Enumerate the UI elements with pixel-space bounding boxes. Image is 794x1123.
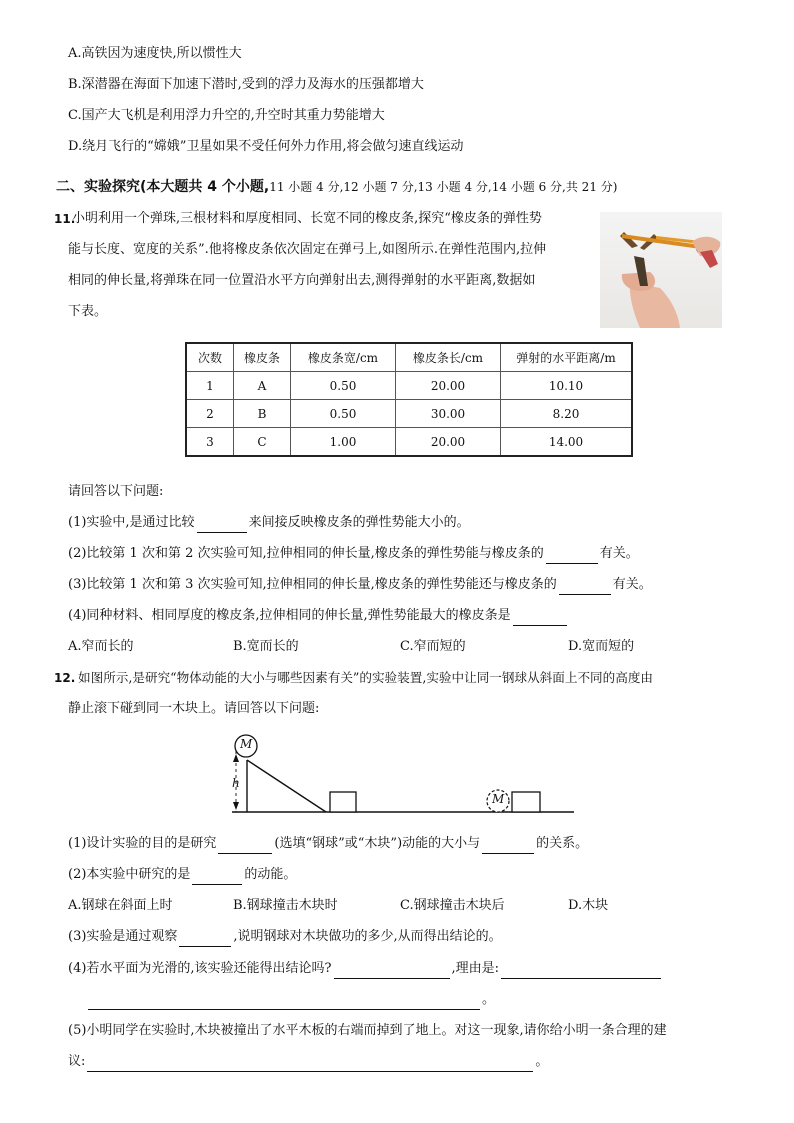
- table-cell: 20.00: [396, 428, 501, 457]
- answer-blank[interactable]: [546, 549, 598, 564]
- q11-sub4: [68, 606, 569, 626]
- answer-blank[interactable]: [513, 611, 567, 626]
- prev-option-b: B.深潜器在海面下加速下潜时,受到的浮力及海水的压强都增大: [68, 77, 424, 92]
- q11-sub2-text: 有关。: [599, 546, 639, 561]
- table-header-row: [186, 343, 632, 372]
- q12-option-b[interactable]: B.钢球撞击木块时: [233, 898, 338, 913]
- q11-sub2-text: (2)比较第 1 次和第 2 次实验可知,拉伸相同的伸长量,橡皮条的弹性势能与橡皮条的: [68, 546, 544, 561]
- q12-text-line: 静止滚下碰到同一木块上。请回答以下问题:: [68, 701, 320, 716]
- q12-number: 12.: [54, 671, 76, 685]
- table-header-cell: 次数: [186, 343, 234, 372]
- q12-sub1-text: (1)设计实验的目的是研究: [68, 836, 217, 851]
- answer-blank[interactable]: [334, 964, 450, 979]
- q11-option-c[interactable]: C.窄而短的: [400, 639, 466, 654]
- q11-number: 11.: [54, 212, 76, 226]
- slingshot-photo: [600, 212, 722, 328]
- table-cell: 30.00: [396, 400, 501, 428]
- q11-text-line: 下表。: [68, 304, 108, 319]
- q12-sub1: [68, 834, 588, 854]
- q12-sub4-text: ,理由是:: [451, 961, 500, 976]
- q11-sub3: [68, 575, 652, 595]
- table-cell: 0.50: [291, 372, 396, 400]
- q12-sub3-text: (3)实验是通过观察: [68, 929, 178, 944]
- table-cell: B: [234, 400, 291, 428]
- answer-blank[interactable]: [559, 580, 611, 595]
- q12-sub5-text: 议:: [68, 1054, 86, 1069]
- q11-option-b[interactable]: B.宽而长的: [233, 639, 299, 654]
- table-cell: A: [234, 372, 291, 400]
- q11-sub4-text: (4)同种材料、相同厚度的橡皮条,拉伸相同的伸长量,弹性势能最大的橡皮条是: [68, 608, 511, 623]
- answer-blank[interactable]: [501, 964, 661, 979]
- q12-sub4-text: (4)若水平面为光滑的,该实验还能得出结论吗?: [68, 961, 332, 976]
- answer-blank[interactable]: [179, 932, 231, 947]
- answer-blank[interactable]: [218, 839, 272, 854]
- answer-blank[interactable]: [482, 839, 534, 854]
- q12-sub5-cont: [68, 1052, 548, 1072]
- section-title-bold: 二、实验探究(本大题共 4 个小题,: [56, 179, 270, 195]
- table-cell: 1.00: [291, 428, 396, 457]
- q11-text-line: 小明利用一个弹珠,三根材料和厚度相同、长宽不同的橡皮条,探究“橡皮条的弹性势: [72, 211, 542, 226]
- answer-blank[interactable]: [197, 518, 247, 533]
- slingshot-illustration: [600, 212, 722, 328]
- table-row: [186, 372, 632, 400]
- q12-option-a[interactable]: A.钢球在斜面上时: [68, 898, 173, 913]
- section-title-rest: 11 小题 4 分,12 小题 7 分,13 小题 4 分,14 小题 6 分,共 21 分): [269, 180, 618, 194]
- ball-label: M: [240, 737, 253, 751]
- q12-sub4-end: 。: [482, 992, 496, 1007]
- table-cell: 20.00: [396, 372, 501, 400]
- table-header-cell: 橡皮条长/cm: [396, 343, 501, 372]
- table-cell: 3: [186, 428, 234, 457]
- q12-text-line: 如图所示,是研究“物体动能的大小与哪些因素有关”的实验装置,实验中让同一钢球从斜面上不同的高度由: [78, 670, 654, 685]
- q11-sub1-text: 来间接反映橡皮条的弹性势能大小的。: [248, 515, 470, 530]
- prev-option-d: D.绕月飞行的“嫦娥”卫星如果不受任何外力作用,将会做匀速直线运动: [68, 139, 464, 154]
- q12-sub5-end: 。: [535, 1054, 549, 1069]
- q12-sub5: (5)小明同学在实验时,木块被撞出了水平木板的右端而掉到了地上。对这一现象,请你给小明一条合理的建: [68, 1023, 667, 1038]
- q11-sub1-text: (1)实验中,是通过比较: [68, 515, 195, 530]
- table-cell: C: [234, 428, 291, 457]
- table-cell: 14.00: [501, 428, 633, 457]
- q11-sub3-text: (3)比较第 1 次和第 3 次实验可知,拉伸相同的伸长量,橡皮条的弹性势能还与橡皮条的: [68, 577, 557, 592]
- q12-sub2-text: (2)本实验中研究的是: [68, 867, 191, 882]
- section-title: [56, 176, 617, 196]
- answer-blank[interactable]: [87, 1057, 533, 1072]
- q11-option-d[interactable]: D.宽而短的: [568, 639, 635, 654]
- prev-option-a: A.高铁因为速度快,所以惯性大: [68, 46, 242, 61]
- q11-data-table: [185, 342, 633, 457]
- table-header-cell: 橡皮条宽/cm: [291, 343, 396, 372]
- q12-sub2: [68, 865, 296, 885]
- table-cell: 2: [186, 400, 234, 428]
- q12-sub3-text: ,说明钢球对木块做功的多少,从而得出结论的。: [233, 929, 502, 944]
- table-row: [186, 400, 632, 428]
- table-cell: 8.20: [501, 400, 633, 428]
- q12-sub4-cont: [88, 990, 495, 1010]
- q12-sub4: [68, 959, 663, 979]
- ramp-experiment-figure: [222, 732, 578, 816]
- q12-sub2-text: 的动能。: [244, 867, 297, 882]
- table-cell: 0.50: [291, 400, 396, 428]
- q12-option-d[interactable]: D.木块: [568, 898, 609, 913]
- q11-prompt: 请回答以下问题:: [68, 484, 164, 499]
- q11-text-line: 相同的伸长量,将弹珠在同一位置沿水平方向弹射出去,测得弹射的水平距离,数据如: [68, 273, 536, 288]
- q12-sub1-text: 的关系。: [536, 836, 589, 851]
- q11-sub1: [68, 513, 470, 533]
- answer-blank[interactable]: [192, 870, 242, 885]
- answer-blank[interactable]: [88, 995, 480, 1010]
- q11-sub3-text: 有关。: [612, 577, 652, 592]
- table-cell: 10.10: [501, 372, 633, 400]
- q11-text-line: 能与长度、宽度的关系”.他将橡皮条依次固定在弹弓上,如图所示.在弹性范围内,拉伸: [68, 242, 547, 257]
- prev-option-c: C.国产大飞机是利用浮力升空的,升空时其重力势能增大: [68, 108, 385, 123]
- q11-sub2: [68, 544, 639, 564]
- table-header-cell: 弹射的水平距离/m: [501, 343, 633, 372]
- table-row: [186, 428, 632, 457]
- table-header-cell: 橡皮条: [234, 343, 291, 372]
- q12-option-c[interactable]: C.钢球撞击木块后: [400, 898, 505, 913]
- q12-sub1-text: (选填“钢球”或“木块”)动能的大小与: [274, 836, 481, 851]
- height-label: h: [232, 776, 240, 790]
- ball-label: M: [492, 792, 505, 806]
- table-cell: 1: [186, 372, 234, 400]
- q11-option-a[interactable]: A.窄而长的: [68, 639, 134, 654]
- q12-sub3: [68, 927, 502, 947]
